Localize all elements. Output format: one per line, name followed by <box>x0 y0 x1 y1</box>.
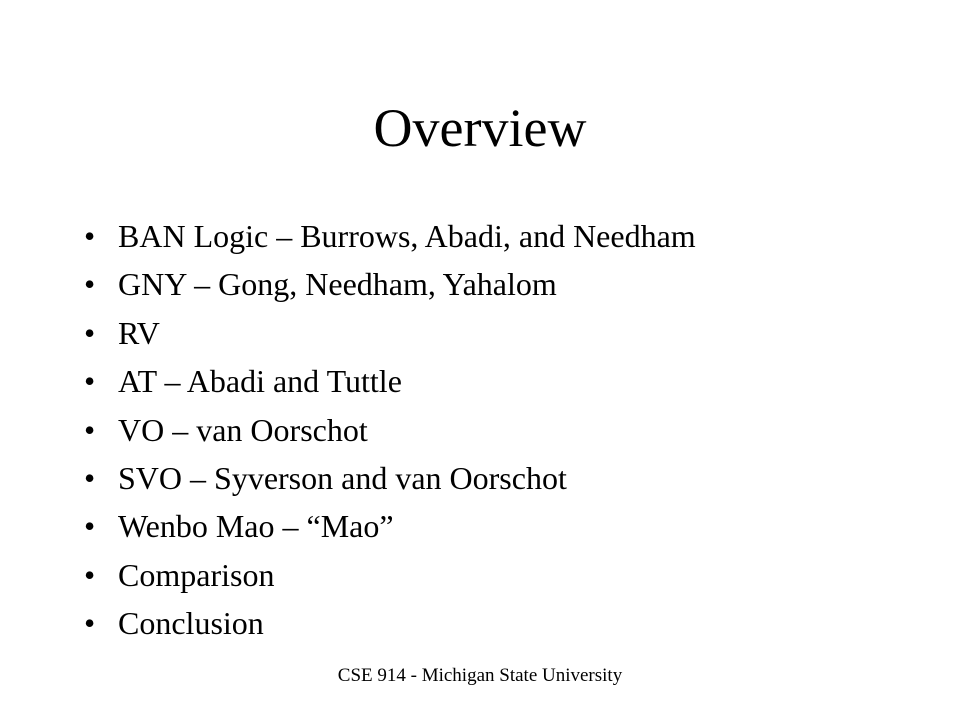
bullet-text: Wenbo Mao – “Mao” <box>118 508 394 545</box>
bullet-item-at <box>84 357 696 405</box>
bullet-item-rv <box>84 309 696 357</box>
bullet-item-conclusion <box>84 599 696 647</box>
bullet-text: Comparison <box>118 556 275 593</box>
bullet-text: AT – Abadi and Tuttle <box>118 363 402 400</box>
slide-title: Overview <box>373 98 587 158</box>
bullet-item-vo <box>84 406 696 454</box>
bullet-list <box>84 212 696 648</box>
bullet-icon: • <box>84 508 96 545</box>
bullet-text: GNY – Gong, Needham, Yahalom <box>118 266 557 303</box>
bullet-item-mao <box>84 502 696 550</box>
bullet-icon: • <box>84 411 96 448</box>
bullet-text: SVO – Syverson and van Oorschot <box>118 459 567 496</box>
bullet-icon: • <box>84 459 96 496</box>
bullet-item-gny <box>84 260 696 308</box>
slide-footer: CSE 914 - Michigan State University <box>337 665 623 686</box>
bullet-icon: • <box>84 363 96 400</box>
bullet-text: Conclusion <box>118 605 264 642</box>
bullet-item-ban-logic <box>84 212 696 260</box>
bullet-item-svo <box>84 454 696 502</box>
bullet-text: RV <box>118 314 160 351</box>
bullet-item-comparison <box>84 551 696 599</box>
bullet-icon: • <box>84 556 96 593</box>
bullet-text: VO – van Oorschot <box>118 411 368 448</box>
bullet-icon: • <box>84 314 96 351</box>
bullet-icon: • <box>84 218 96 254</box>
bullet-icon: • <box>84 605 96 642</box>
bullet-icon: • <box>84 266 96 303</box>
bullet-text: BAN Logic – Burrows, Abadi, and Needham <box>118 218 696 254</box>
